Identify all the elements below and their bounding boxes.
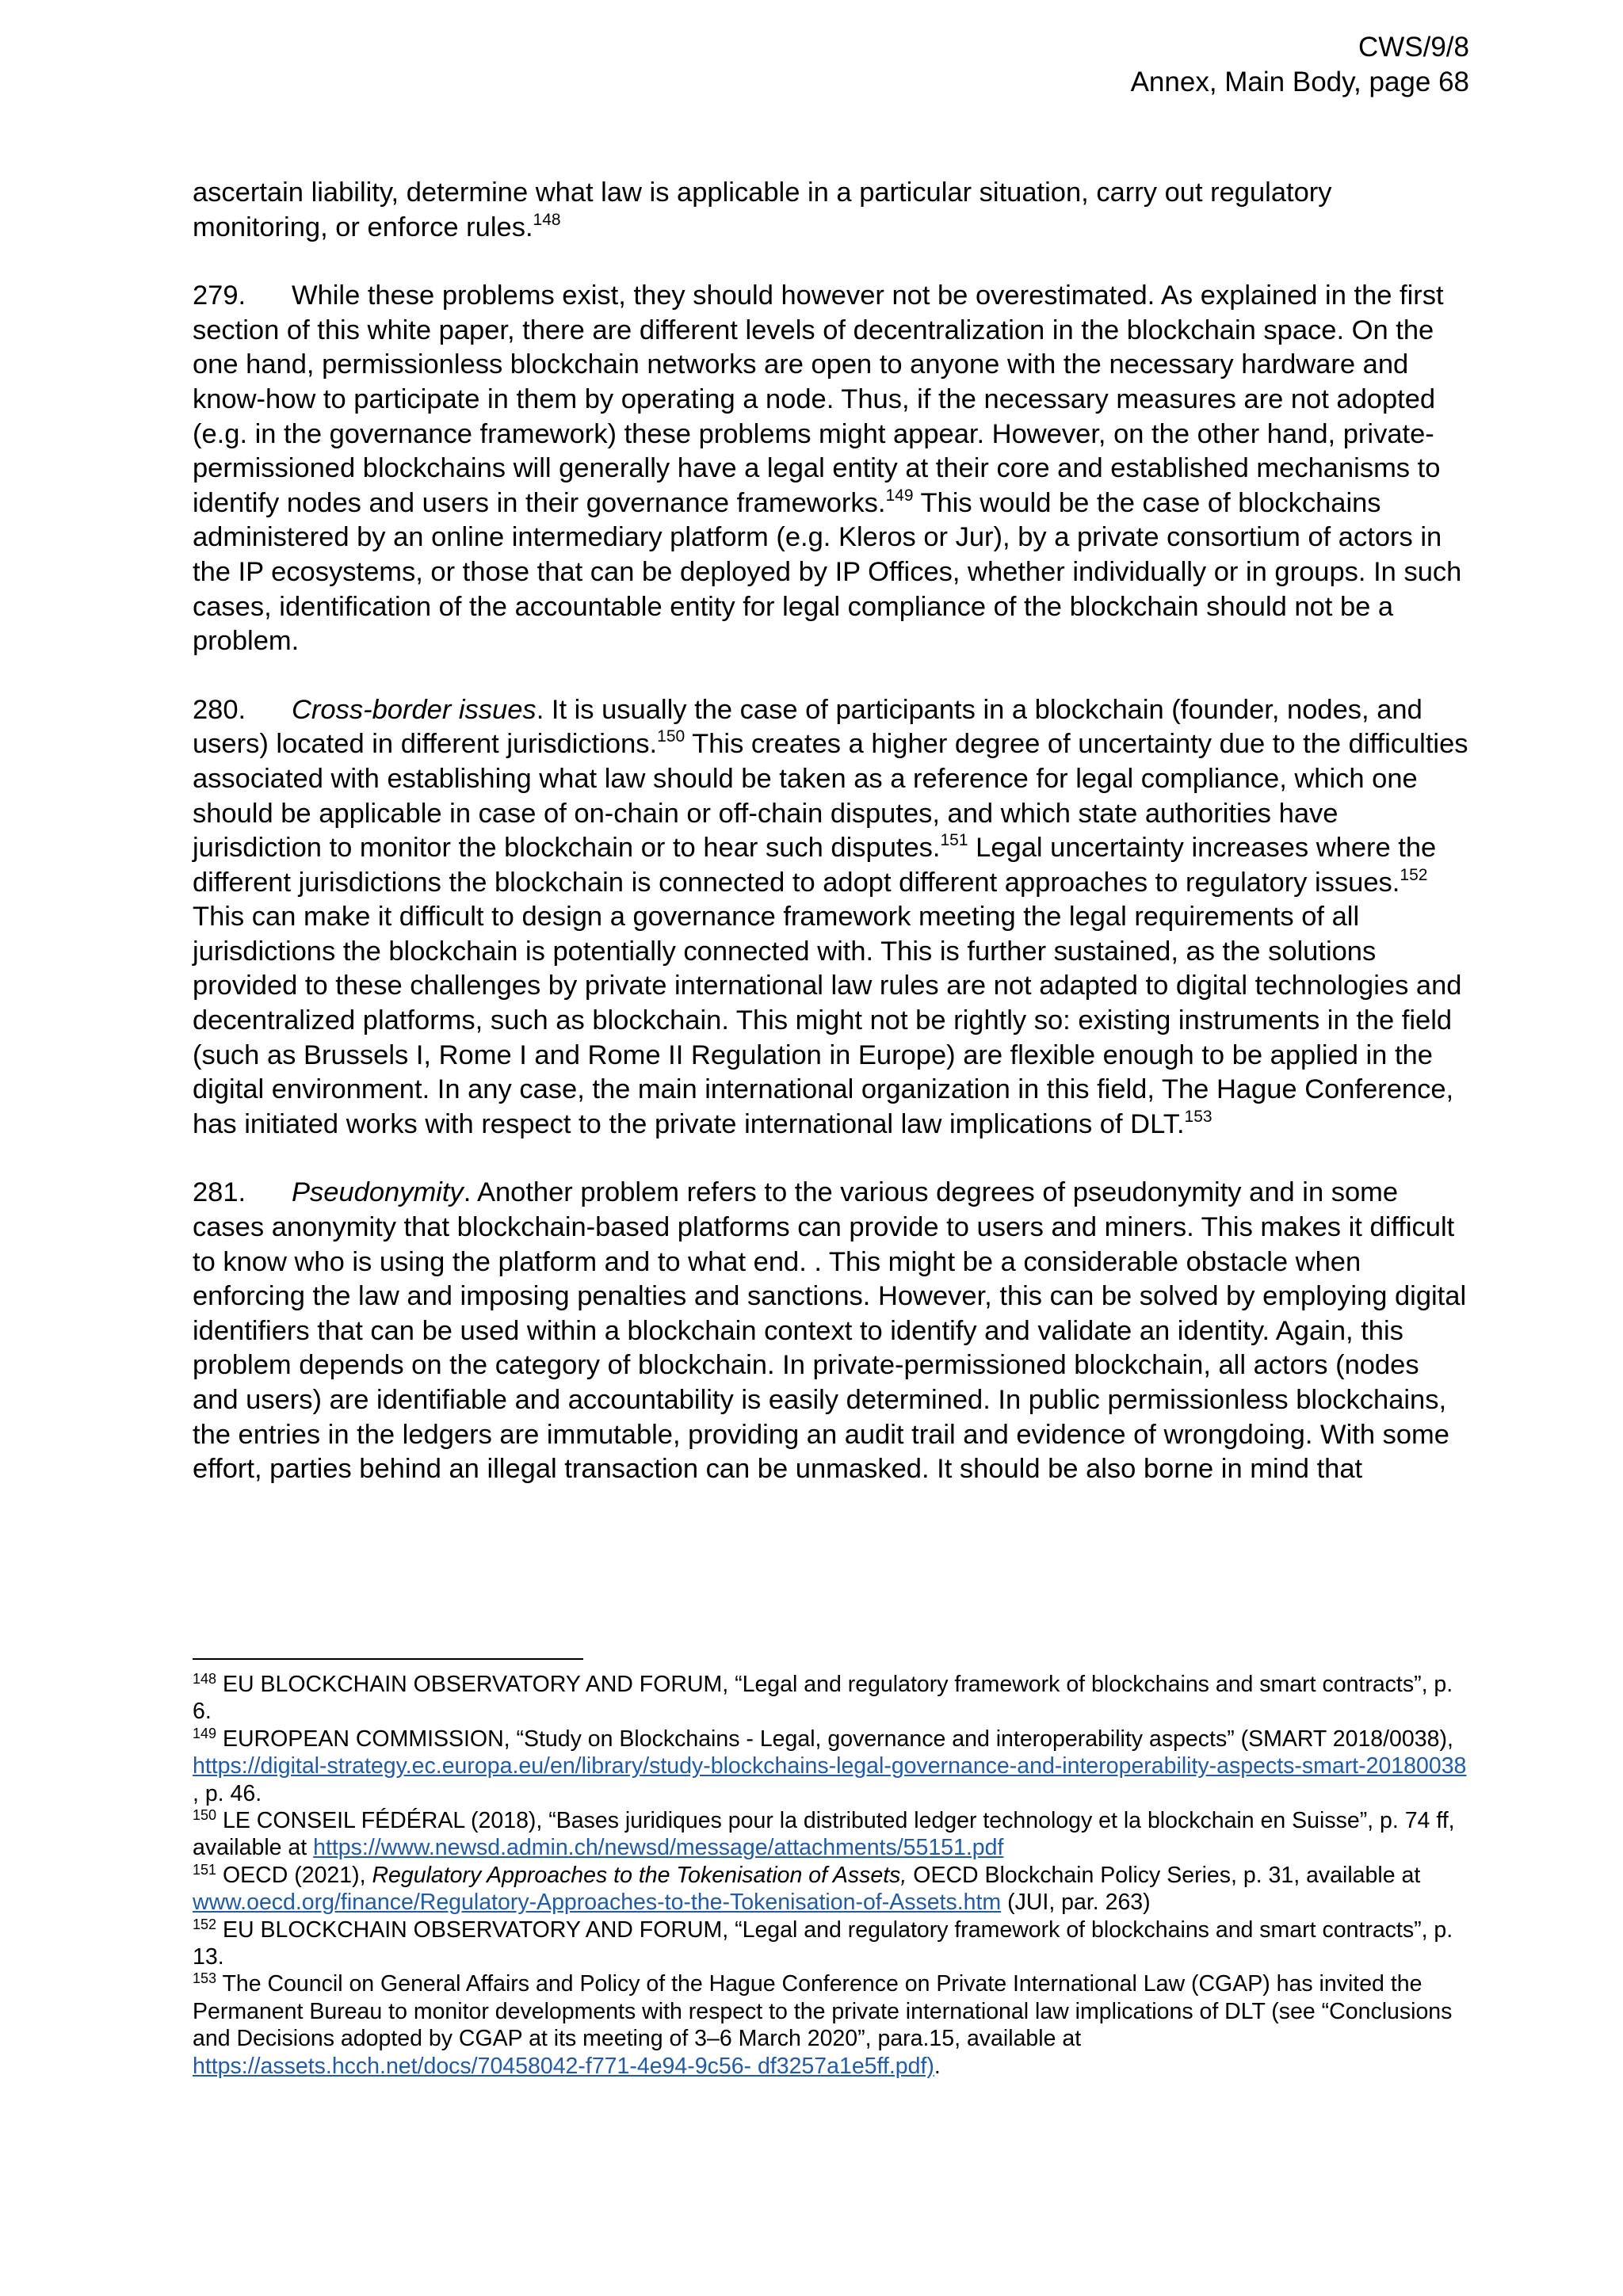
footnote-separator <box>193 1658 583 1660</box>
paragraph-text: Legal uncertainty increases where the different jurisdictions the blockchain is connected to adopt different approaches to regulatory issues. <box>193 833 1437 898</box>
footnote-text: EU BLOCKCHAIN OBSERVATORY AND FORUM, “Legal and regulatory framework of blockchains and smart contracts”, p. 13. <box>193 1917 1453 1970</box>
footnote-153 <box>193 1970 1470 2080</box>
paragraph-text: This can make it difficult to design a governance framework meeting the legal requirements of all jurisdictions the blockchain is potentially connected with. This is further sustained, as the solutions provided to these challenges by private international law rules are not adapted to digital technologies and decentralized platforms, such as blockchain. This might not be rightly so: existing instruments in the field (such as Brussels I, Rome I and Rome II Regulation in Europe) are flexible enough to be applied in the digital environment. In any case, the main international organization in this field, The Hague Conference, has initiated works with respect to the private international law implications of DLT. <box>193 902 1462 1139</box>
footnote-link[interactable]: https://assets.hcch.net/docs/70458042-f771-4e94-9c56- df3257a1e5ff.pdf) <box>193 2053 934 2079</box>
footnotes <box>193 1671 1470 2080</box>
paragraph-number: 279. <box>193 280 246 311</box>
paragraph-text: While these problems exist, they should however not be overestimated. As explained in the first section of this white paper, there are different levels of decentralization in the blockchain space. On the one hand, permissionless blockchain networks are open to anyone with the necessary hardware and know-how to participate in them by operating a node. Thus, if the necessary measures are not adopted (e.g. in the governance framework) these problems might appear. However, on the other hand, private-permissioned blockchains will generally have a legal entity at their core and established mechanisms to identify nodes and users in their governance frameworks. <box>193 280 1444 518</box>
footnote-ref[interactable]: 149 <box>885 486 914 505</box>
footnote-ref[interactable]: 150 <box>657 727 685 746</box>
footnote-text: The Council on General Affairs and Policy of the Hague Conference on Private International Law (CGAP) has invited the Permanent Bureau to monitor developments with respect to the private international law implications of DLT (see “Conclusions and Decisions adopted by CGAP at its meeting of 3–6 March 2020”, para.15, available at <box>193 1971 1453 2052</box>
paragraph-text: . Another problem refers to the various degrees of pseudonymity and in some cases anonymity that blockchain-based platforms can provide to users and miners. This makes it difficult to know who is using the platform and to what end. . This might be a considerable obstacle when enforcing the law and imposing penalties and sanctions. However, this can be solved by employing digital identifiers that can be used within a blockchain context to identify and validate an identity. Again, this problem depends on the category of blockchain. In private-permissioned blockchain, all actors (nodes and users) are identifiable and accountability is easily determined. In public permissionless blockchains, the entries in the ledgers are immutable, providing an audit trail and evidence of wrongdoing. With some effort, parties behind an illegal transaction can be unmasked. It should be also borne in mind that <box>193 1177 1467 1485</box>
paragraph-text: ascertain liability, determine what law is applicable in a particular situation, carry out regulatory monitoring, or enforce rules. <box>193 177 1332 242</box>
footnote-text: (JUI, par. 263) <box>1001 1890 1151 1916</box>
footnote-number: 150 <box>193 1807 217 1824</box>
footnote-number: 153 <box>193 1970 217 1987</box>
footnote-148 <box>193 1671 1470 1726</box>
footnote-link[interactable]: www.oecd.org/finance/Regulatory-Approaches-to-the-Tokenisation-of-Assets.htm <box>193 1890 1002 1916</box>
paragraph-text: This would be the case of blockchains administered by an online intermediary platform (e.g. Kleros or Jur), by a private consortium of actors in the IP ecosystems, or those that can be deployed by IP Offices, whether individually or in groups. In such cases, identification of the accountable entity for legal compliance of the blockchain should not be a problem. <box>193 487 1462 657</box>
paragraph-heading: Cross-border issues <box>292 694 537 725</box>
footnote-text: LE CONSEIL FÉDÉRAL (2018), “Bases juridiques pour la distributed ledger technology et la blockchain en Suisse”, p. 74 ff, available at <box>193 1808 1455 1861</box>
footnote-number: 149 <box>193 1725 217 1741</box>
footnote-number: 148 <box>193 1671 217 1687</box>
footnote-152 <box>193 1917 1470 1971</box>
paragraph-number: 281. <box>193 1177 246 1208</box>
footnote-ref[interactable]: 152 <box>1400 865 1428 884</box>
paragraph-number: 280. <box>193 694 246 725</box>
footnote-149 <box>193 1726 1470 1807</box>
footnote-text: . <box>934 2053 941 2079</box>
paragraph-279 <box>193 279 1470 659</box>
paragraph-280 <box>193 693 1470 1142</box>
footnote-number: 152 <box>193 1916 217 1932</box>
paragraph-281 <box>193 1176 1470 1486</box>
footnote-ref[interactable]: 151 <box>940 831 968 850</box>
footnote-ref[interactable]: 153 <box>1184 1107 1212 1126</box>
footnote-link[interactable]: https://www.newsd.admin.ch/newsd/message/attachments/55151.pdf <box>313 1835 1004 1861</box>
footnote-title: Regulatory Approaches to the Tokenisation of Assets, <box>372 1862 907 1888</box>
document-id: CWS/9/8 <box>1358 32 1469 63</box>
footnote-number: 151 <box>193 1861 217 1878</box>
footnote-ref[interactable]: 148 <box>533 210 561 229</box>
footnote-text: , p. 46. <box>193 1780 262 1806</box>
footnote-link[interactable]: https://digital-strategy.ec.europa.eu/en/library/study-blockchains-legal-governance-and-interoperability-aspects-smart-20180038 <box>193 1753 1467 1779</box>
footnote-text: EU BLOCKCHAIN OBSERVATORY AND FORUM, “Legal and regulatory framework of blockchains and smart contracts”, p. 6. <box>193 1672 1453 1725</box>
paragraph-heading: Pseudonymity <box>292 1177 464 1208</box>
paragraph-text: . It is usually the case of participants in a blockchain (founder, nodes, and users) located in different jurisdictions. <box>193 694 1423 760</box>
footnote-151 <box>193 1862 1470 1917</box>
page-header <box>1131 30 1469 100</box>
paragraph-continuation <box>193 176 1470 245</box>
main-body <box>193 176 1470 1521</box>
footnote-text: EUROPEAN COMMISSION, “Study on Blockchains - Legal, governance and interoperability aspects” (SMART 2018/0038), <box>216 1726 1453 1752</box>
paragraph-text: This creates a higher degree of uncertainty due to the difficulties associated with establishing what law should be taken as a reference for legal compliance, which one should be applicable in case of on-chain or off-chain disputes, and which state authorities have jurisdiction to monitor the blockchain or to hear such disputes. <box>193 729 1468 864</box>
footnote-150 <box>193 1807 1470 1862</box>
page-label: Annex, Main Body, page 68 <box>1130 67 1469 97</box>
footnote-text: OECD (2021), <box>216 1862 372 1888</box>
footnote-text: OECD Blockchain Policy Series, p. 31, available at <box>907 1862 1421 1888</box>
